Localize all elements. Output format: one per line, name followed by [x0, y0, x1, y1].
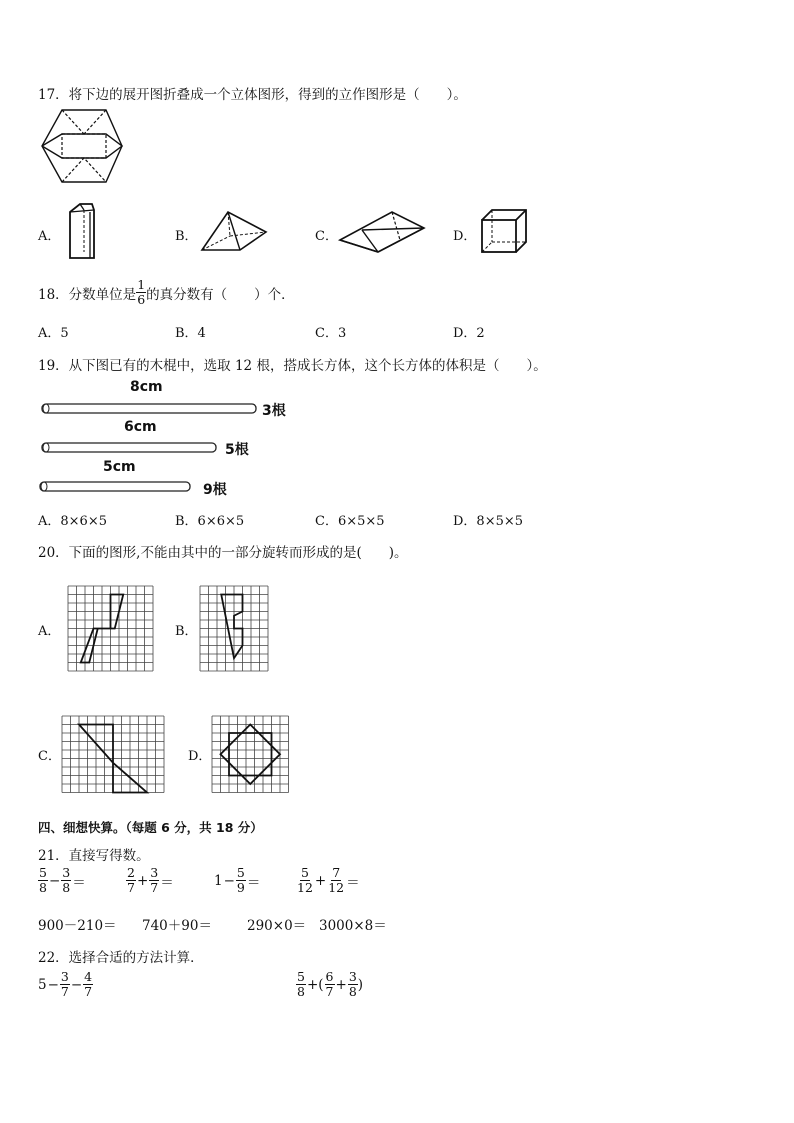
q19-option-b[interactable]: B．6×6×5 — [175, 514, 245, 529]
stick-6cm-length: 6cm — [124, 419, 157, 435]
q18-frac-num: 1 — [137, 277, 146, 292]
prism-c-icon — [338, 210, 428, 254]
frac: $\frac{5}{8}$ — [39, 865, 47, 896]
expr-4: $\frac{5}{12}$ + $\frac{7}{12}$ ＝ — [297, 865, 360, 896]
stick-6cm-count: 5根 — [225, 442, 249, 458]
q18-option-d[interactable]: D．2 — [453, 326, 485, 341]
q20-option-d[interactable]: D． — [188, 749, 212, 764]
frac: $\frac{3}{8}$ — [348, 969, 357, 1000]
stick-6cm — [40, 441, 220, 455]
q20-option-a[interactable]: A． — [38, 624, 61, 639]
q19-option-d[interactable]: D．8×5×5 — [453, 514, 524, 529]
net-figure — [40, 110, 126, 186]
stick-5cm-length: 5cm — [103, 459, 136, 475]
expr-10: $\frac{5}{8}$ +( $\frac{6}{7}$ + $\frac{3}{8}$ ) — [297, 969, 364, 1000]
section-4-title: 四、细想快算。（每题 6 分，共 18 分） — [38, 820, 263, 835]
q20-text: 20．下面的图形,不能由其中的一部分旋转而形成的是( )。 — [38, 545, 408, 561]
expr-1: $\frac{5}{8}$ − $\frac{3}{8}$ ＝ — [39, 865, 86, 896]
q18-fraction — [136, 278, 146, 308]
frac: $\frac{6}{7}$ — [325, 969, 334, 1000]
stick-8cm — [40, 402, 260, 416]
frac: $\frac{2}{7}$ — [127, 865, 135, 896]
grid-c — [62, 716, 164, 794]
q18-prefix: 18．分数单位是 — [38, 286, 137, 303]
cube-d-icon — [478, 208, 530, 254]
q21-text: 21．直接写得数。 — [38, 848, 150, 864]
frac: $\frac{3}{7}$ — [60, 969, 69, 1000]
pyramid-b-icon — [200, 210, 268, 252]
grid-a — [68, 586, 154, 674]
expr-7: 290×0＝ — [247, 918, 307, 934]
prism-a-icon — [66, 202, 100, 260]
expr-9: 5 − $\frac{3}{7}$ − $\frac{4}{7}$ — [38, 969, 93, 1000]
grid-shape — [221, 595, 242, 659]
q17-option-c[interactable]: C． — [315, 229, 338, 244]
frac: $\frac{5}{9}$ — [236, 865, 245, 896]
q18-option-c[interactable]: C．3 — [315, 326, 347, 341]
q18-text — [38, 278, 295, 308]
q18-frac-den: 6 — [137, 292, 146, 308]
q17-option-a[interactable]: A． — [38, 229, 61, 244]
frac: $\frac{3}{7}$ — [150, 865, 159, 896]
q22-text: 22．选择合适的方法计算． — [38, 950, 204, 966]
q18-suffix: 的真分数有（ ）个． — [146, 286, 295, 303]
grid-d — [212, 716, 290, 794]
q17-text: 17．将下边的展开图折叠成一个立体图形，得到的立作图形是（ ）。 — [38, 87, 467, 103]
grid-b — [200, 586, 270, 674]
q20-option-c[interactable]: C． — [38, 749, 61, 764]
frac: $\frac{3}{8}$ — [62, 865, 71, 896]
stick-8cm-count: 3根 — [262, 403, 286, 419]
q19-option-a[interactable]: A．8×6×5 — [38, 514, 107, 529]
expr-6: 740＋90＝ — [142, 918, 212, 934]
expr-5: 900－210＝ — [38, 918, 117, 934]
expr-3: 1 − $\frac{5}{9}$ ＝ — [214, 865, 261, 896]
frac: $\frac{5}{8}$ — [297, 969, 305, 1000]
q19-text: 19．从下图已有的木棍中，选取 12 根，搭成长方体，这个长方体的体积是（ ）。 — [38, 358, 547, 374]
q17-option-d[interactable]: D． — [453, 229, 477, 244]
frac: $\frac{4}{7}$ — [84, 969, 93, 1000]
stick-5cm — [38, 480, 194, 494]
frac: $\frac{5}{12}$ — [297, 865, 313, 896]
expr-8: 3000×8＝ — [319, 918, 387, 934]
frac: $\frac{7}{12}$ — [328, 865, 345, 896]
stick-5cm-count: 9根 — [203, 482, 227, 498]
expr-2: $\frac{2}{7}$ + $\frac{3}{7}$ ＝ — [127, 865, 174, 896]
q17-option-b[interactable]: B． — [175, 229, 198, 244]
q19-option-c[interactable]: C．6×5×5 — [315, 514, 385, 529]
stick-8cm-length: 8cm — [130, 379, 163, 395]
q20-option-b[interactable]: B． — [175, 624, 198, 639]
q18-option-b[interactable]: B．4 — [175, 326, 206, 341]
q18-option-a[interactable]: A．5 — [38, 326, 69, 341]
